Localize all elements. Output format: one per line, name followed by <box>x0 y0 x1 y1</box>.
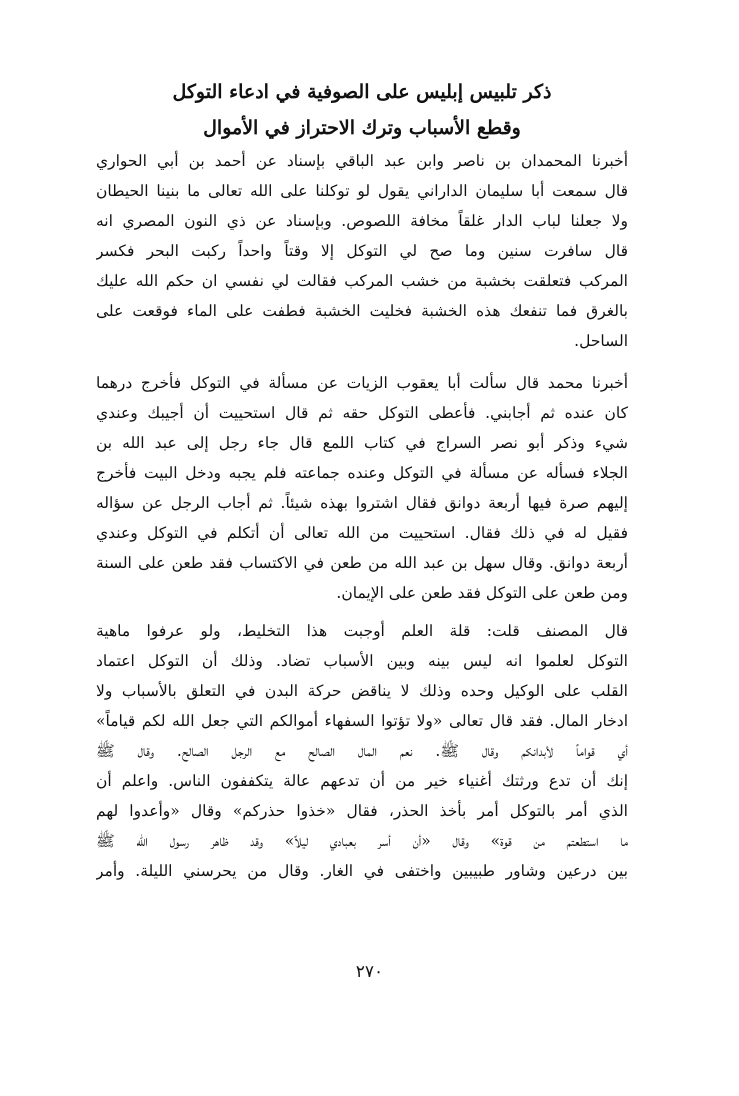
text-line: كان عنده ثم أجابني. فأعطى التوكل حقه ثم قال استحييت أن أجيبك وعندي <box>96 404 628 422</box>
page-number: ٢٧٠ <box>355 962 384 982</box>
paragraph-2 <box>96 368 628 608</box>
chapter-title-line-2: وقطع الأسباب وترك الاحتراز في الأموال <box>203 117 521 139</box>
text-line: أربعة دوانق. وقال سهل بن عبد الله من طعن في الاكتساب فقد طعن على السنة <box>96 554 628 572</box>
chapter-title-line-1: ذكر تلبيس إبليس على الصوفية في ادعاء التوكل <box>172 81 552 103</box>
text-line: أخبرنا المحمدان بن ناصر وابن عبد الباقي بإسناد عن أحمد بن أبي الحواري <box>96 152 628 170</box>
text-line: أي قواماً لأبدانكم وقال ﷺ. نعم المال الصالح مع الرجل الصالح. وقال ﷺ <box>96 742 628 760</box>
text-line: بالغرق فما تنفعك هذه الخشبة فخليت الخشبة فطفت على الماء فوقعت على <box>96 302 628 320</box>
text-line: الجلاء فسأله عن مسألة في التوكل وعنده جماعته فلم يجبه ودخل البيت فأخرج <box>96 464 628 482</box>
text-line: فقيل له في ذلك فقال. استحييت من الله تعالى أن أتكلم في التوكل وعندي <box>96 524 628 542</box>
paragraph-1 <box>96 146 628 356</box>
text-line: ولا جعلنا لباب الدار غلقاً مخافة اللصوص. وبإسناد عن ذي النون المصري انه <box>96 212 628 230</box>
text-line: الذي أمر بالتوكل أمر بأخذ الحذر، فقال «خذوا حذركم» وقال «وأعدوا لهم <box>96 802 628 820</box>
text-line: شيء وذكر أبو نصر السراج في كتاب اللمع قال جاء رجل إلى عبد الله بن <box>96 434 628 452</box>
text-line: المركب فتعلقت بخشبة من خشب المركب فقالت لي نفسي ان حكم الله عليك <box>96 272 628 290</box>
text-line: قال سمعت أبا سليمان الداراني يقول لو توكلنا على الله تعالى ما بنينا الحيطان <box>96 182 628 200</box>
page-text <box>96 74 628 886</box>
text-line: قال سافرت سنين وما صح لي التوكل إلا وقتاً واحداً ركبت البحر فكسر <box>96 242 628 260</box>
text-line: إليهم صرة فيها أربعة دوانق فقال اشتروا بهذه شيئاً. ثم أجاب الرجل عن سؤاله <box>96 494 628 512</box>
text-line: ما استطعتم من قوة» وقال «أن أسر بعبادي ليلاً» وقد ظاهر رسول الله ﷺ <box>96 832 628 850</box>
text-line: أخبرنا محمد قال سألت أبا يعقوب الزيات عن مسألة في التوكل فأخرج درهما <box>96 374 628 392</box>
text-line: التوكل لعلموا انه ليس بينه وبين الأسباب تضاد. وذلك أن التوكل اعتماد <box>96 652 628 670</box>
text-line: بين درعين وشاور طبيبين واختفى في الغار. وقال من يحرسني الليلة. وأمر <box>96 862 628 880</box>
chapter-title <box>96 74 628 146</box>
paragraph-3 <box>96 616 628 886</box>
text-line: قال المصنف قلت: قلة العلم أوجبت هذا التخليط، ولو عرفوا ماهية <box>96 622 628 640</box>
text-line: الساحل. <box>574 332 628 350</box>
text-line: القلب على الوكيل وحده وذلك لا يناقض حركة البدن في التعلق بالأسباب ولا <box>96 682 628 700</box>
text-line: إنك أن تدع ورثتك أغنياء خير من أن تدعهم عالة يتكففون الناس. واعلم أن <box>96 772 628 790</box>
text-line: ادخار المال. فقد قال تعالى «ولا تؤتوا السفهاء أموالكم التي جعل الله لكم قياماً» <box>96 712 628 730</box>
text-line: ومن طعن على التوكل فقد طعن على الإيمان. <box>336 584 628 602</box>
